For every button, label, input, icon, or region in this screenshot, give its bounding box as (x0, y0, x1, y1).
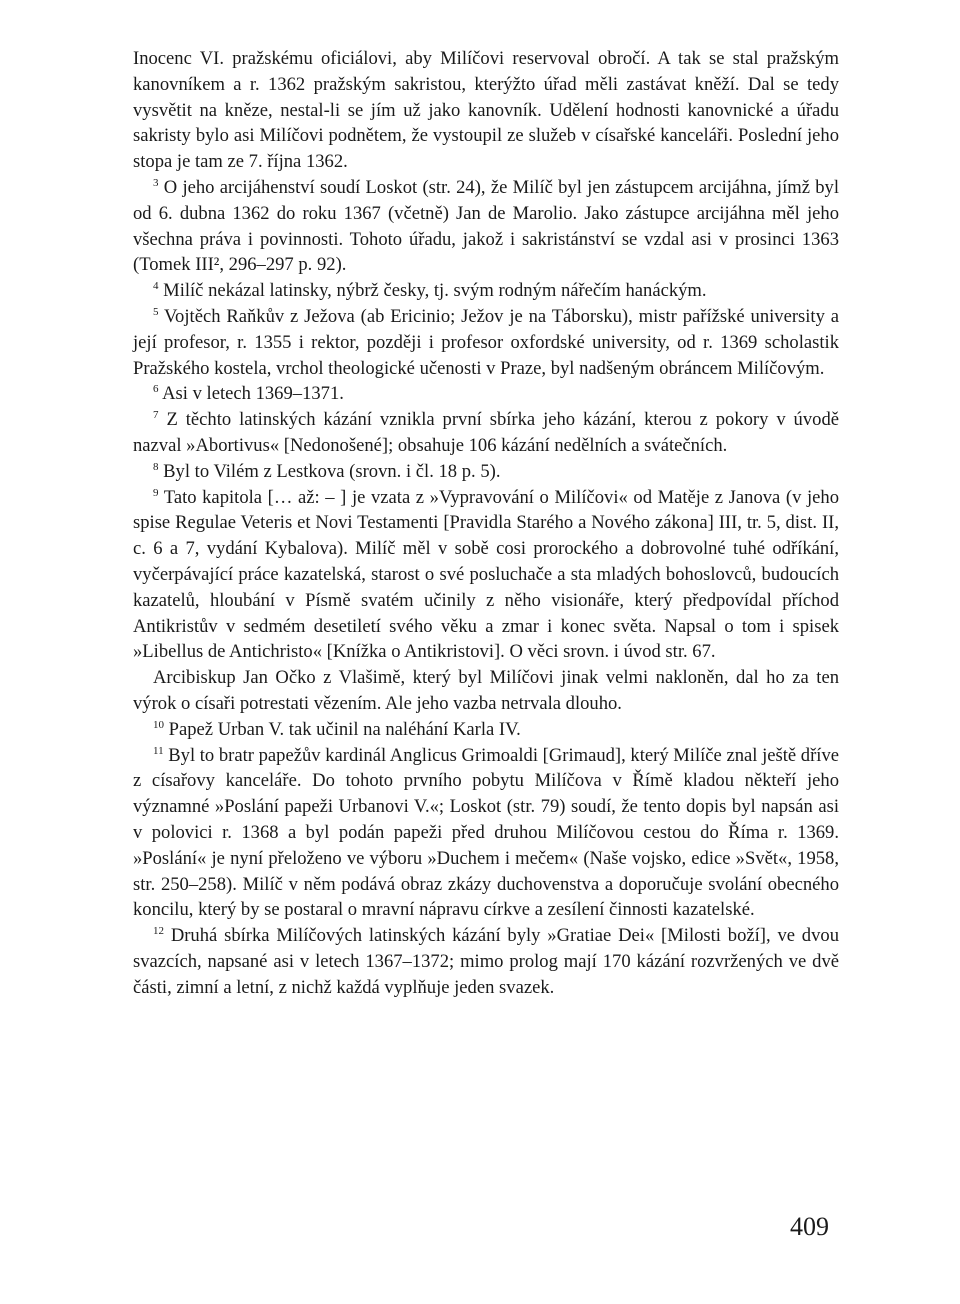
footnote-text: Byl to Vilém z Lestkova (srovn. i čl. 18 p. 5). (163, 460, 501, 482)
footnote-marker: 6 (153, 383, 159, 396)
footnote-3 (133, 175, 839, 278)
paragraph-continuation (133, 46, 839, 175)
footnote-9-continuation (133, 665, 839, 717)
footnote-marker: 9 (153, 486, 159, 499)
footnote-text: Papež Urban V. tak učinil na naléhání Karla IV. (168, 718, 521, 740)
footnote-text: Tato kapitola [… až: – ] je vzata z »Vypravování o Milíčovi« od Matěje z Janova (v jeho spise Regulae Veteris et Novi Testamenti [Pravidla Starého a Nového zákona] III, tr. 5, dist. II, c. 6 a 7, vydání Kybalova). Milíč měl v sobě cosi prorockého a dobrovolné tuhé odříkání, vyčerpávající práce kazatelská, starost o své posluchače a sta mladých bohoslovců, budoucích kazatelů, hloubání v Písmě svatém učinily z něho visionáře, který předpovídal příchod Antikristův v sedmém desetiletí svého věku a zmar i konec světa. Napsal o tom i spisek »Libellus de Antichristo« [Knížka o Antikristovi]. O věci srovn. i úvod str. 67. (133, 486, 839, 663)
footnote-9 (133, 485, 839, 666)
footnote-text: Z těchto latinských kázání vznikla první sbírka jeho kázání, kterou z pokory v úvodě nazval »Abortivus« [Nedonošené]; obsahuje 106 kázání nedělních a svátečních. (133, 409, 839, 456)
footnote-10 (133, 717, 839, 743)
footnote-marker: 7 (153, 409, 159, 422)
footnote-5 (133, 304, 839, 381)
footnote-4 (133, 278, 839, 304)
footnote-text: Asi v letech 1369–1371. (162, 383, 344, 405)
footnote-6 (133, 381, 839, 407)
footnote-text: O jeho arcijáhenství soudí Loskot (str. 24), že Milíč byl jen zástupcem arcijáhna, jímž byl od 6. dubna 1362 do roku 1367 (včetně) Jan de Marolio. Jako zástupce arcijáhna měl jeho všechna práva i povinnosti. Tohoto úřadu, jakož i sakristánství se vzdal asi v prosinci 1363 (Tomek III², 296–297 p. 92). (133, 176, 839, 276)
paragraph-text: Inocenc VI. pražskému oficiálovi, aby Milíčovi reservoval obročí. A tak se stal pražským kanovníkem a r. 1362 pražským sakristou, kterýžto úřad měli zastávat kněží. Dal se tedy vysvětit na kněze, nestal-li se jím už jako kanovník. Udělení hodnosti kanovnické a úřadu sakristy bylo asi Milíčovi podnětem, že vystoupil ze služeb v císařské kanceláři. Poslední jeho stopa je tam ze 7. října 1362. (133, 48, 839, 173)
footnote-marker: 5 (153, 305, 159, 318)
footnote-marker: 4 (153, 280, 159, 293)
footnote-marker: 3 (153, 176, 159, 189)
page-text (133, 46, 839, 1000)
footnote-marker: 12 (153, 925, 164, 938)
footnote-8 (133, 459, 839, 485)
footnote-7 (133, 407, 839, 459)
footnote-text: Vojtěch Raňkův z Ježova (ab Ericinio; Ježov je na Táborsku), mistr pařížské university a její profesor, r. 1355 i rektor, později i profesor oxfordské university, od r. 1369 scholastik Pražského kostela, vrchol theologické učenosti v Praze, byl nadšeným obráncem Milíčovým. (133, 305, 839, 379)
footnote-text: Druhá sbírka Milíčových latinských kázání byly »Gratiae Dei« [Milosti boží], ve dvou svazcích, napsané asi v letech 1367–1372; mimo prolog mají 170 kázání rozvržených ve dvě části, zimní a letní, z nichž každá vyplňuje jeden svazek. (133, 925, 839, 998)
paragraph-text: Arcibiskup Jan Očko z Vlašimě, který byl Milíčovi jinak velmi nakloněn, dal ho za ten výrok o císaři potrestati vězením. Ale jeho vazba netrvala dlouho. (133, 667, 839, 714)
footnote-text: Byl to bratr papežův kardinál Anglicus Grimoaldi [Grimaud], který Milíče znal ještě dříve z císařovy kanceláře. Do tohoto prvního pobytu Milíčova v Římě kladou někteří jeho významné »Poslání papeži Urbanovi V.«; Loskot (str. 79) soudí, že tento dopis byl napsán asi v polovici r. 1368 a byl podán papeži před druhou Milíčovou cestou do Říma r. 1369. »Poslání« je nyní přeloženo ve výboru »Duchem i mečem« (Naše vojsko, edice »Svět«, 1958, str. 250–258). Milíč v něm podává obraz zkázy duchovenstva a doporučuje svolání obecného koncilu, který by se postaral o mravní nápravu církve a zesílení činnosti kazatelské. (133, 744, 839, 921)
footnote-marker: 10 (153, 718, 164, 731)
footnote-text: Milíč nekázal latinsky, nýbrž česky, tj. svým rodným nářečím hanáckým. (163, 280, 707, 302)
footnote-marker: 11 (153, 744, 164, 757)
footnote-12 (133, 923, 839, 1000)
footnote-marker: 8 (153, 460, 159, 473)
page-number: 409 (790, 1212, 829, 1241)
footnote-11 (133, 743, 839, 924)
